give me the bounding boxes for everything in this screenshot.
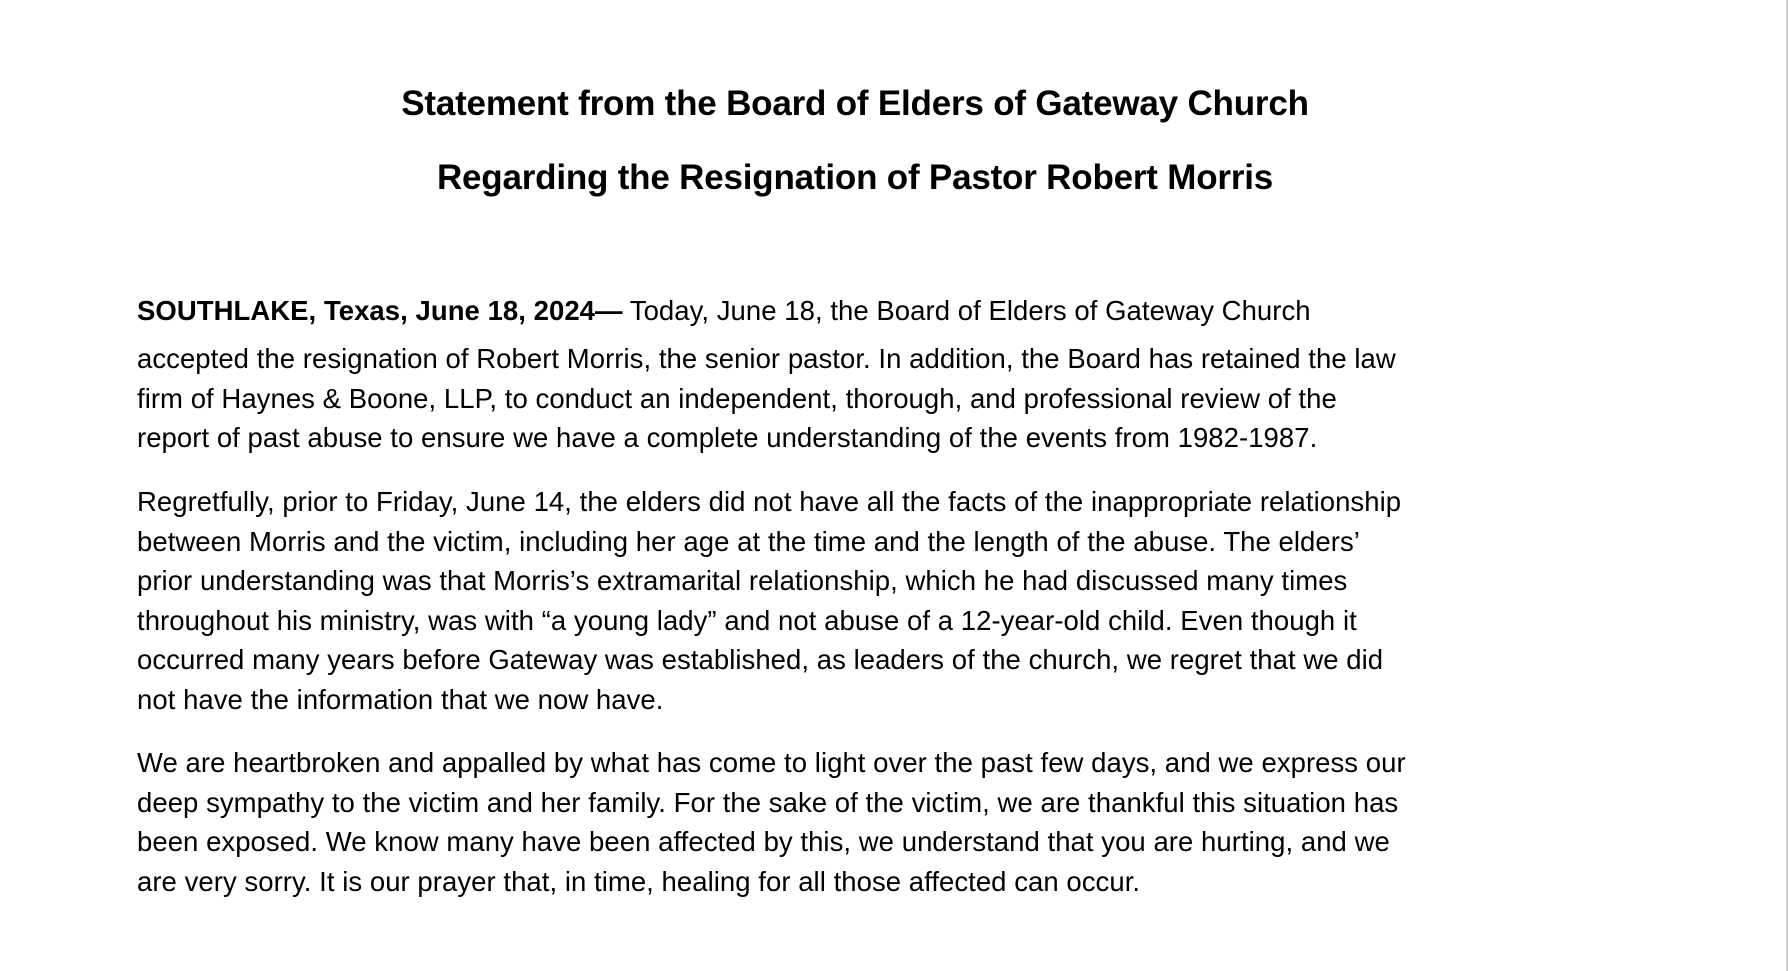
- paragraph-line: are very sorry. It is our prayer that, in time, healing for all those affected can occur.: [137, 865, 1141, 897]
- paragraph-intro: [137, 291, 1577, 458]
- paragraph-line: been exposed. We know many have been affected by this, we understand that you are hurting, and we: [137, 826, 1390, 858]
- intro-text: Today, June 18, the Board of Elders of Gateway Church: [622, 295, 1311, 326]
- paragraph-line: We are heartbroken and appalled by what has come to light over the past few days, and we express our: [137, 747, 1406, 778]
- paragraph-regret: [137, 482, 1577, 720]
- statement-title: Statement from the Board of Elders of Gateway Church: [401, 84, 1309, 123]
- paragraph-line: Regretfully, prior to Friday, June 14, the elders did not have all the facts of the inappropriate relationship: [137, 486, 1402, 517]
- paragraph-line: occurred many years before Gateway was established, as leaders of the church, we regret that we did: [137, 644, 1384, 676]
- paragraph-sympathy: [137, 743, 1577, 901]
- paragraph-line: throughout his ministry, was with “a young lady” and not abuse of a 12-year-old child. Even though it: [137, 604, 1357, 636]
- paragraph-line: report of past abuse to ensure we have a complete understanding of the events from 1982-1987.: [137, 422, 1318, 454]
- dateline: SOUTHLAKE, Texas, June 18, 2024—: [137, 295, 623, 326]
- paragraph-line: accepted the resignation of Robert Morris, the senior pastor. In addition, the Board has retained the law: [137, 343, 1396, 374]
- paragraph-line: prior understanding was that Morris’s extramarital relationship, which he had discussed many times: [137, 565, 1348, 597]
- paragraph-line: not have the information that we now have.: [137, 683, 664, 715]
- paragraph-line: between Morris and the victim, including her age at the time and the length of the abuse. The elders’: [137, 525, 1360, 557]
- paragraph-intro-line-1: [137, 291, 1577, 339]
- paragraph-line: deep sympathy to the victim and her family. For the sake of the victim, we are thankful this situation has: [137, 786, 1399, 818]
- paragraph-line: firm of Haynes & Boone, LLP, to conduct an independent, thorough, and professional review of the: [137, 382, 1337, 414]
- statement-subtitle: Regarding the Resignation of Pastor Robert Morris: [436, 158, 1274, 197]
